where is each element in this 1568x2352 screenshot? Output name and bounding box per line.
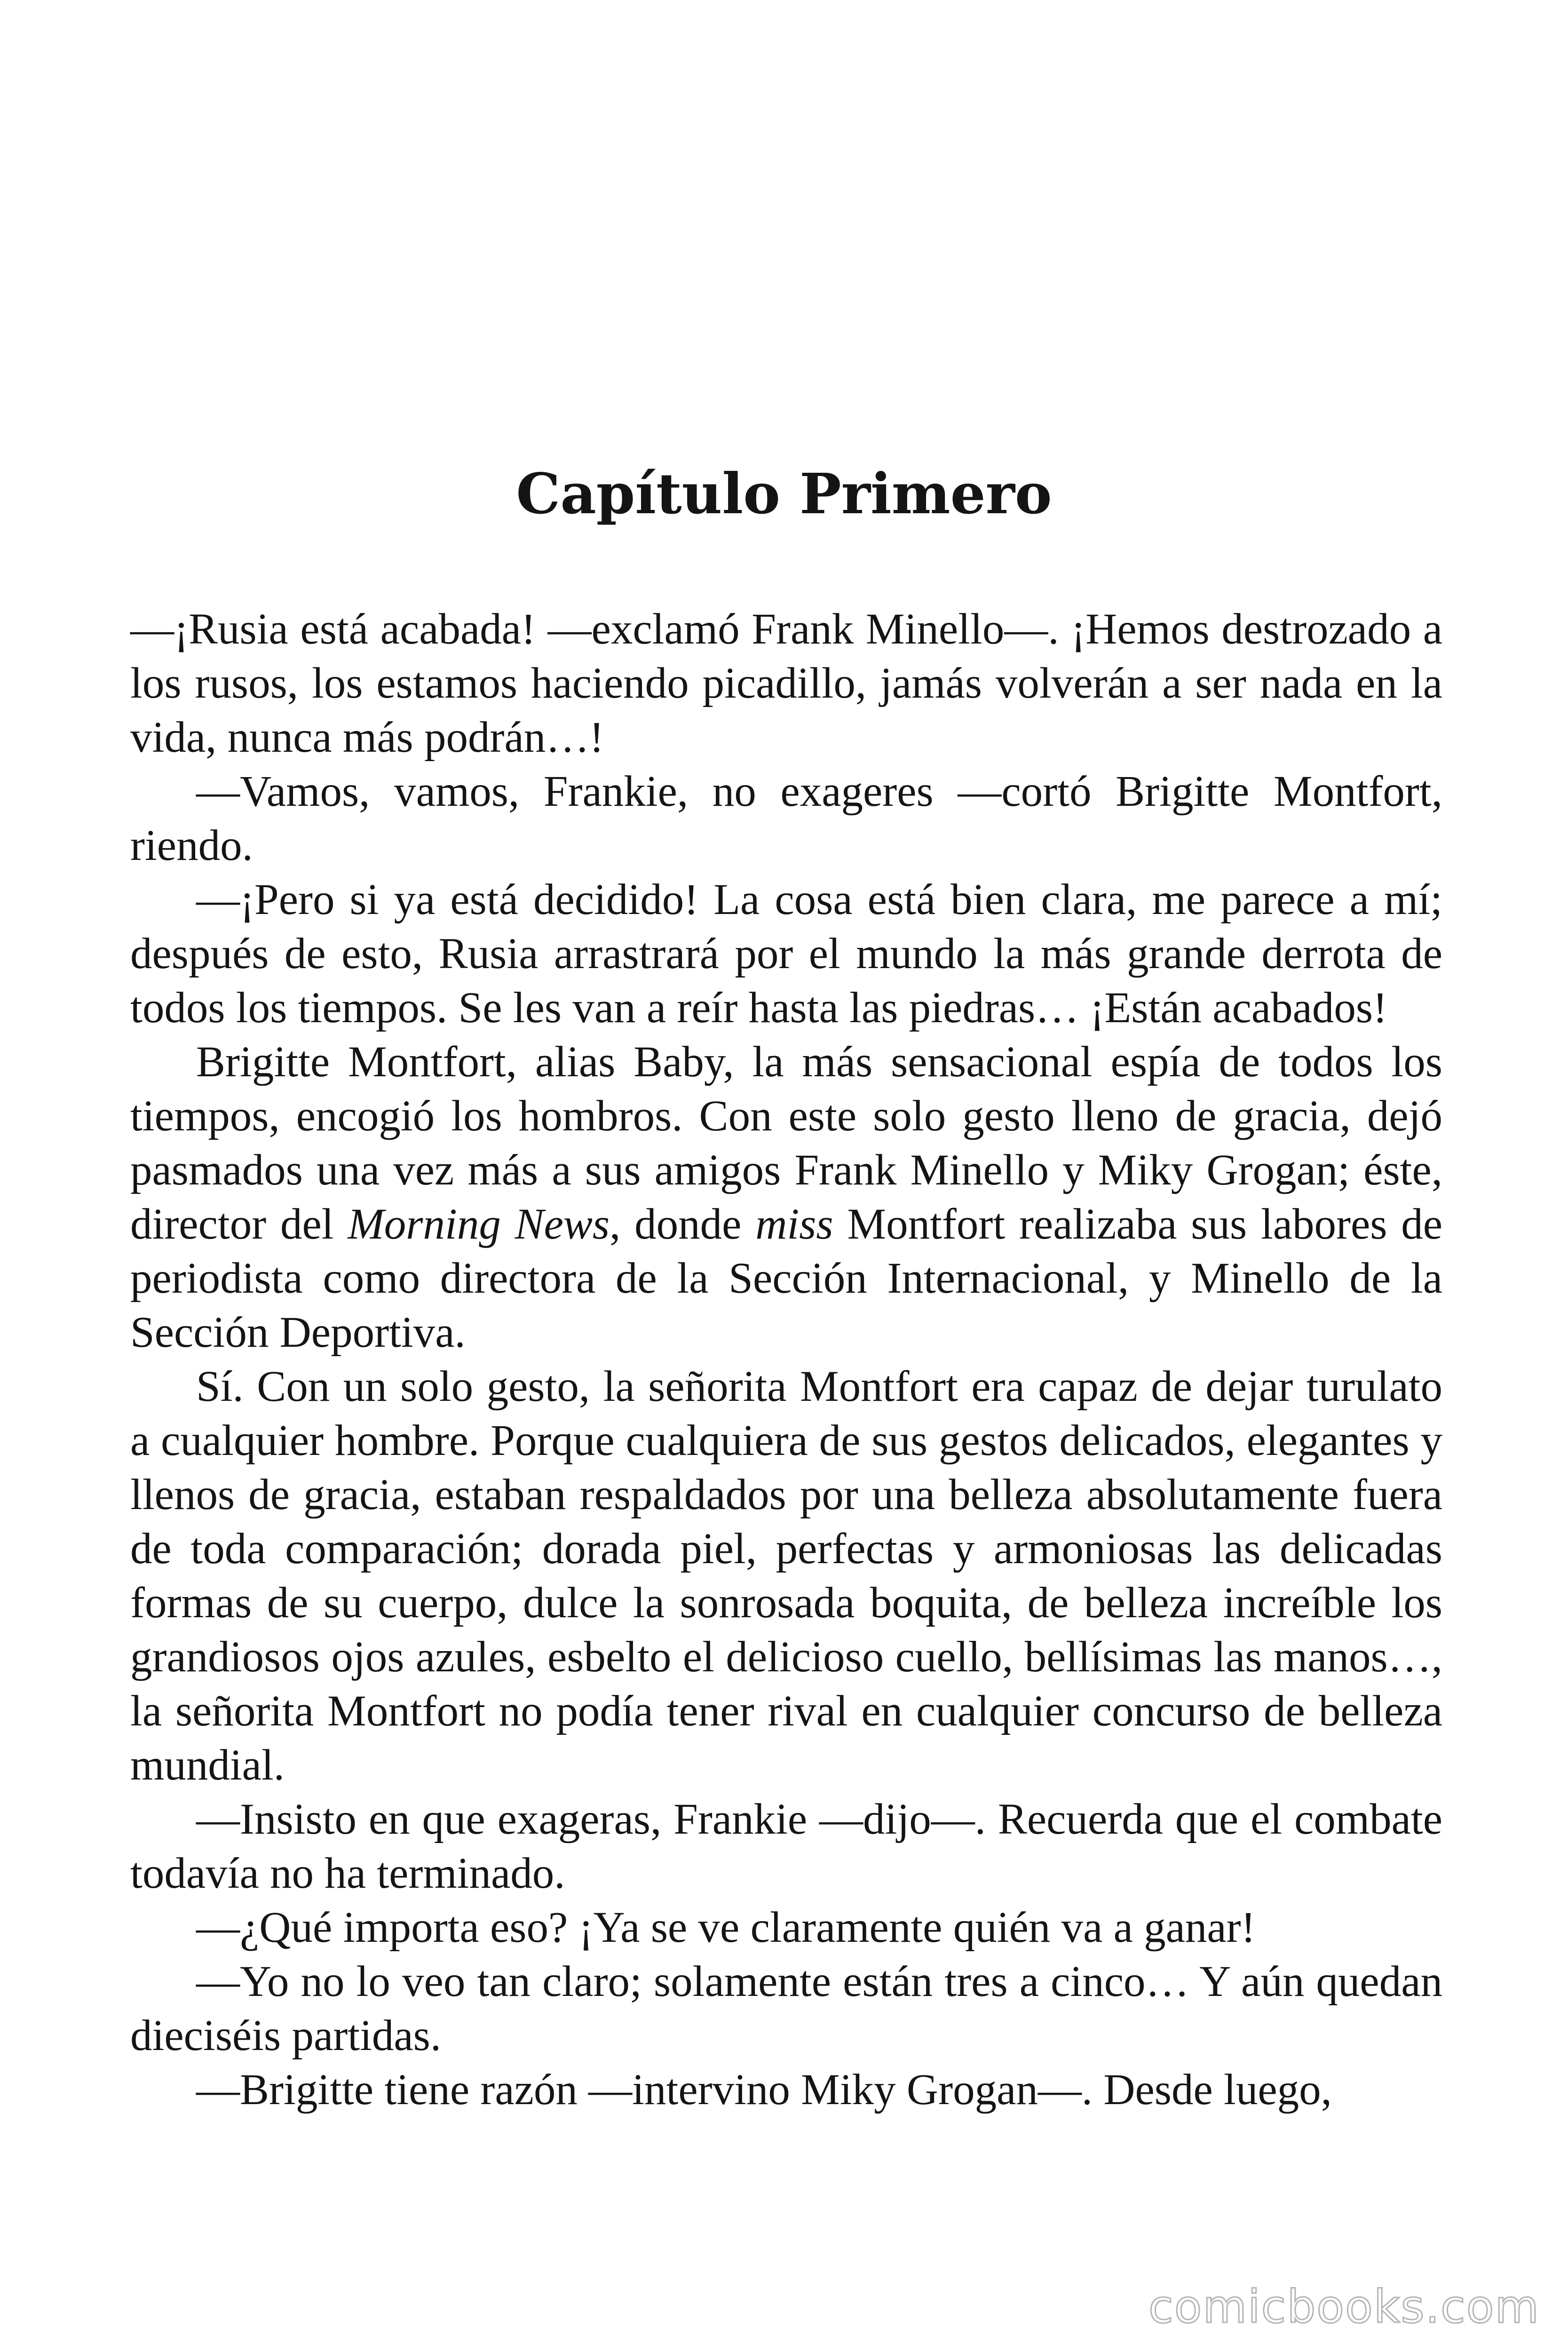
paragraph: —¡Pero si ya está decidido! La cosa está bien clara, me parece a mí; después de esto, Rusia arrastrará por el mundo la más grande derrota de todos los tiempos. Se les van a reír hasta las piedras… ¡Están acabados!: [130, 875, 1442, 1032]
paragraph: —Vamos, vamos, Frankie, no exageres —cortó Brigitte Montfort, riendo.: [130, 767, 1442, 870]
paragraph: —¿Qué importa eso? ¡Ya se ve claramente quién va a ganar!: [196, 1903, 1256, 1952]
chapter-body: [130, 602, 1442, 2117]
paragraph: Brigitte Montfort, alias Baby, la más sensacional espía de todos los tiempos, encogió los hombros. Con este solo gesto lleno de gracia, dejó pasmados una vez más a sus amigos Frank Minello y Miky Grogan; éste, director del Morning News, donde miss Montfort realizaba sus labores de periodista como directora de la Sección Internacional, y Minello de la Sección Deportiva.: [130, 1038, 1443, 1357]
paragraph: Sí. Con un solo gesto, la señorita Montfort era capaz de dejar turulato a cualquier hombre. Porque cualquiera de sus gestos delicados, elegantes y llenos de gracia, estaban respaldados por una belleza absolutamente fuera de toda comparación; dorada piel, perfectas y armoniosas las delicadas formas de su cuerpo, dulce la sonrosada boquita, de belleza increíble los grandiosos ojos azules, esbelto el delicioso cuello, bellísimas las manos…, la señorita Montfort no podía tener rival en cualquier concurso de belleza mundial.: [130, 1362, 1442, 1789]
paragraph: —Yo no lo veo tan claro; solamente están tres a cinco… Y aún quedan dieciséis partidas.: [130, 1957, 1442, 2060]
newspaper-name: Morning News: [348, 1200, 610, 1248]
chapter-title: Capítulo Primero: [516, 461, 1052, 526]
italic-word: miss: [755, 1200, 833, 1248]
paragraph: —¡Rusia está acabada! —exclamó Frank Minello—. ¡Hemos destrozado a los rusos, los estamos haciendo picadillo, jamás volverán a ser nada en la vida, nunca más podrán…!: [130, 605, 1442, 762]
watermark: comicbooks.com: [1148, 2280, 1540, 2333]
paragraph: —Brigitte tiene razón —intervino Miky Grogan—. Desde luego,: [196, 2066, 1332, 2114]
paragraph: —Insisto en que exageras, Frankie —dijo—. Recuerda que el combate todavía no ha terminado.: [130, 1795, 1442, 1898]
